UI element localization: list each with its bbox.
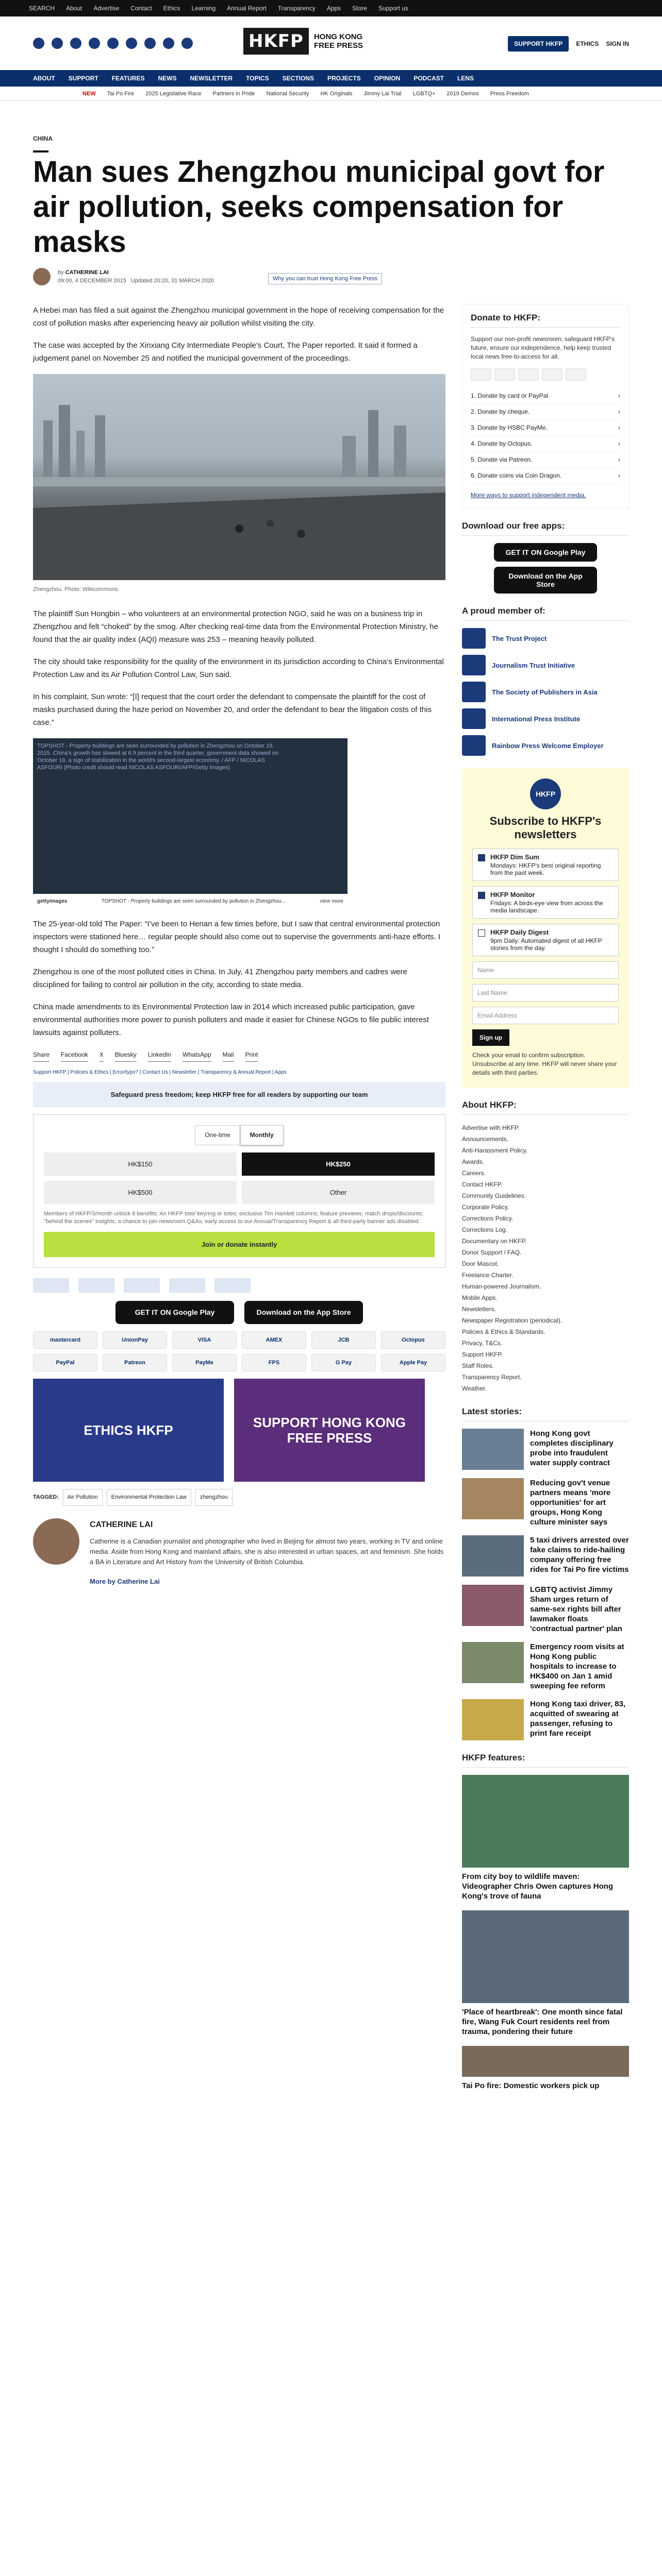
payment-octopus: Octopus	[381, 1331, 445, 1349]
paragraph: In his complaint, Sun wrote: “[I] request that the court order the defendant to compensate the plaintiff for the cost of masks purchased during the haze period on November 20, and order the defendant to bear the litigation costs of this case.”	[33, 692, 432, 727]
about-link[interactable]: Contact HKFP.	[462, 1181, 503, 1188]
share-mail[interactable]: Mail	[223, 1048, 234, 1062]
article-photo	[33, 374, 445, 580]
about-link[interactable]: Awards.	[462, 1158, 485, 1165]
youtube-icon[interactable]	[107, 38, 119, 49]
latest-story[interactable]: Reducing gov't venue partners means 'more opportunities' for art groups, Hong Kong culture minister says	[462, 1478, 629, 1527]
donate-title: Donate to HKFP:	[471, 313, 620, 328]
trending-new-label: NEW	[82, 90, 96, 97]
store-buttons	[33, 1301, 445, 1324]
embed-brand: gettyimages	[37, 898, 68, 904]
payment-patreon: Patreon	[103, 1354, 167, 1371]
about-link[interactable]: Newspaper Registration (periodical).	[462, 1317, 562, 1324]
about-link[interactable]: Community Guidelines.	[462, 1192, 526, 1199]
donate-option[interactable]: 2. Donate by cheque. ›	[471, 404, 620, 420]
utility-support[interactable]: Support us	[378, 5, 408, 12]
trending-item[interactable]: LGBTQ+	[412, 90, 436, 97]
feature-image	[462, 2046, 629, 2077]
promo-banners	[33, 1379, 445, 1482]
about-link[interactable]: Careers.	[462, 1170, 486, 1177]
about-link[interactable]: Advertise with HKFP.	[462, 1124, 520, 1131]
share-facebook[interactable]: Facebook	[61, 1048, 88, 1062]
category-label[interactable]: CHINA	[33, 135, 53, 142]
ethics-promo[interactable]: ETHICS HKFP	[33, 1379, 224, 1482]
telegram-icon[interactable]	[144, 38, 156, 49]
embed-footer	[33, 894, 347, 908]
card-icon	[494, 368, 515, 381]
logo-text: HONG KONG FREE PRESS	[313, 32, 363, 50]
threads-icon[interactable]	[89, 38, 100, 49]
payment-gpay: G Pay	[311, 1354, 376, 1371]
newsletter-option[interactable]: HKFP Daily Digest 9pm Daily: Automated digest of all HKFP stories from the day.	[472, 924, 619, 956]
nav-podcast[interactable]: PODCAST	[413, 75, 444, 82]
sign-in-link[interactable]: SIGN IN	[606, 40, 629, 47]
sign-up-button[interactable]: Sign up	[472, 1029, 509, 1046]
story-thumbnail	[462, 1478, 524, 1519]
checkbox-icon[interactable]	[478, 892, 485, 899]
last-name-field[interactable]: Last Name	[472, 984, 619, 1002]
support-hkfp-button[interactable]: SUPPORT HKFP	[508, 36, 569, 52]
story-thumbnail	[462, 1642, 524, 1683]
share-bluesky[interactable]: Bluesky	[115, 1048, 137, 1062]
paragraph: The city should take responsibility for the quality of the environment in its jurisdiction according to China’s Environmental Protection Law and its Air Pollution Control Law, Sun said.	[33, 657, 444, 679]
updated-date: Updated 20:20, 31 MARCH 2020	[130, 278, 214, 284]
google-play-button[interactable]: GET IT ON Google Play	[494, 543, 597, 562]
sopa-icon	[462, 682, 486, 702]
feature-story[interactable]: From city boy to wildlife maven: Videographer Chris Owen captures Hong Kong's trove of fauna	[462, 1775, 629, 1901]
byline-meta: by CATHERINE LAI 09:00, 4 DECEMBER 2015 Updated 20:20, 31 MARCH 2020	[58, 269, 214, 284]
sopa-logo	[124, 1278, 160, 1293]
donate-note: Members of HKFP/3/month unlock 8 benefits: An HKFP tote/ keyring or totes; exclusive Tim Hamlett columns; feature previews; match drops/discounts; "behind the scenes" insights; a chance to join newsroom Q&As; early access to our Annual/Transparency Report & all third-party banner ads disabled.	[44, 1211, 423, 1225]
tagged-label: TAGGED:	[33, 1494, 59, 1500]
about-title: About HKFP:	[462, 1100, 629, 1115]
photo-caption: Zhengzhou. Photo: Wikicommons.	[33, 586, 120, 592]
latest-story[interactable]: Hong Kong taxi driver, 83, acquitted of swearing at passenger, refusing to print fare receipt	[462, 1699, 629, 1740]
tag-link[interactable]: Air Pollution	[63, 1489, 103, 1506]
paragraph: A Hebei man has filed a suit against the Zhengzhou municipal government in the hope of receiving compensation for the cost of pollution masks after experiencing heavy air pollution whilst visiting the city.	[33, 306, 444, 328]
share-x[interactable]: X	[100, 1048, 104, 1062]
donate-option[interactable]: 3. Donate by HSBC PayMe. ›	[471, 420, 620, 436]
payment-unionpay: UnionPay	[103, 1331, 167, 1349]
donate-option[interactable]: 1. Donate by card or PayPal. ›	[471, 388, 620, 404]
latest-title: Latest stories:	[462, 1406, 629, 1421]
embed-label: TOPSHOT - Property buildings are seen surrounded by pollution in Zhengzhou on October 19, 2015. China's growth has slowed at 6.9 percent in the third quarter, government data showed on October 19, a sign of stabilization in the world's second-largest economy. / AFP / NICOLAS ASFOURI (Photo credit should read NICOLAS ASFOURI/AFP/Getty Images)	[37, 743, 279, 771]
amount-option[interactable]: Other	[242, 1181, 435, 1204]
payment-methods	[33, 1331, 445, 1371]
tagged-row	[33, 1489, 445, 1506]
newsletter-option[interactable]: HKFP Monitor Fridays: A birds-eye view from across the media landscape.	[472, 886, 619, 919]
story-thumbnail	[462, 1699, 524, 1740]
photo-illustration	[33, 374, 445, 580]
donate-widget	[33, 1114, 445, 1268]
nav-about[interactable]: ABOUT	[33, 75, 55, 82]
utility-about[interactable]: About	[66, 5, 82, 12]
payment-applepay: Apple Pay	[381, 1354, 445, 1371]
utility-advertise[interactable]: Advertise	[93, 5, 120, 12]
member-title: A proud member of:	[462, 606, 629, 621]
nav-support[interactable]: SUPPORT	[68, 75, 98, 82]
nav-newsletter[interactable]: NEWSLETTER	[190, 75, 233, 82]
trending-item[interactable]: Press Freedom	[490, 90, 529, 97]
payment-jcb: JCB	[311, 1331, 376, 1349]
donate-option[interactable]: 6. Donate coins via Coin Dragon. ›	[471, 468, 620, 484]
x-icon[interactable]	[52, 38, 63, 49]
donate-option[interactable]: 4. Donate by Octopus. ›	[471, 436, 620, 452]
donate-panel	[462, 304, 629, 509]
join-button[interactable]: Join or donate instantly	[44, 1232, 435, 1257]
nav-opinion[interactable]: OPINION	[374, 75, 401, 82]
instagram-icon[interactable]	[70, 38, 81, 49]
embed-caption: TOPSHOT - Property buildings are seen surrounded by pollution in Zhengzhou...	[101, 898, 286, 904]
monthly-tab[interactable]: Monthly	[240, 1125, 284, 1145]
member-item[interactable]: The Trust Project	[462, 628, 629, 649]
utility-store[interactable]: Store	[352, 5, 367, 12]
payment-visa: VISA	[172, 1331, 237, 1349]
email-field[interactable]: Email Address	[472, 1007, 619, 1024]
card-icon	[566, 368, 586, 381]
payment-amex: AMEX	[242, 1331, 306, 1349]
trending-item[interactable]: Partners in Pride	[212, 90, 255, 97]
trending-item[interactable]: Tai Po Fire	[107, 90, 135, 97]
about-link[interactable]: Announcements.	[462, 1136, 509, 1143]
author-link[interactable]: CATHERINE LAI	[65, 269, 109, 276]
checkbox-icon[interactable]	[478, 854, 485, 861]
ipi-logo	[169, 1278, 205, 1293]
jti-logo	[78, 1278, 114, 1293]
newsletter-badge: HKFP	[530, 778, 561, 809]
donate-pay-icons	[471, 368, 620, 381]
donate-text: Support our non-profit newsroom; safeguard HKFP's future, ensure our independence, help keep trusted local news free-to-access for all.	[471, 335, 615, 360]
feature-image	[462, 1775, 629, 1868]
tag-link[interactable]: Environmental Protection Law	[107, 1489, 191, 1506]
paragraph: The case was accepted by the Xinxiang City Intermediate People’s Court, The Paper reported. It said it formed a judgement panel on November 25 and notified the municipal government of the proceedings.	[33, 341, 418, 363]
newsletter-option[interactable]: HKFP Dim Sum Mondays: HKFP's best original reporting from the past week.	[472, 849, 619, 881]
publish-date: 09:00, 4 DECEMBER 2015	[58, 278, 126, 284]
support-promo[interactable]: SUPPORT HONG KONG FREE PRESS	[234, 1379, 425, 1482]
main-nav	[0, 70, 662, 87]
author-box	[33, 1518, 445, 1596]
byline	[33, 268, 214, 285]
latest-story[interactable]: Emergency room visits at Hong Kong public hospitals to increase to HK$400 on Jan 1 amid sweeping fee reform	[462, 1642, 629, 1691]
utility-learning[interactable]: Learning	[191, 5, 216, 12]
about-link[interactable]: Policies & Ethics & Standards.	[462, 1328, 545, 1335]
safeguard-banner: Safeguard press freedom; keep HKFP free for all readers by supporting our team	[33, 1082, 445, 1107]
category-rule	[33, 150, 48, 152]
logo-mark: HKFP	[243, 28, 309, 55]
about-link[interactable]: Mobile Apps.	[462, 1294, 498, 1301]
ethics-link[interactable]: ETHICS	[576, 40, 599, 47]
about-link[interactable]: Corrections Log.	[462, 1226, 508, 1233]
story-thumbnail	[462, 1585, 524, 1626]
site-header	[0, 16, 662, 70]
article-title: Man sues Zhengzhou municipal govt for air pollution, seeks compensation for masks	[33, 155, 605, 259]
sidebar-store-buttons	[462, 543, 629, 594]
amount-option[interactable]: HK$500	[44, 1181, 237, 1204]
more-ways-link[interactable]: More ways to support independent media.	[471, 492, 586, 499]
trending-item[interactable]: HK Originals	[320, 90, 353, 97]
latest-story[interactable]: 5 taxi drivers arrested over fake claims to ride-hailing company offering free rides for Tai Po fire victims	[462, 1535, 629, 1577]
apps-title: Download our free apps:	[462, 521, 629, 536]
partner-logos	[33, 1278, 445, 1293]
utility-annual-report[interactable]: Annual Report	[227, 5, 267, 12]
paragraph: Zhengzhou is one of the most polluted cities in China. In July, 41 Zhengzhou party members and cadres were disciplined for failing to control air pollution in the city, according to state media.	[33, 968, 407, 989]
about-link[interactable]: Transparency Report.	[462, 1374, 522, 1381]
paragraph: The 25-year-old told The Paper: “I’ve been to Henan a few times before, but I saw that central environmental protection inspectors were stationed here… regular people should also come out to supervise the governments anti-haze efforts. I thought I should do something too.”	[33, 920, 441, 954]
paragraph: China made amendments to its Environmental Protection law in 2014 which increased public participation, gave environmental authorities more power to punish polluters and made it easier for Chinese NGOs to file public interest lawsuits against polluters.	[33, 1003, 429, 1037]
share-bar	[33, 1048, 445, 1062]
name-field[interactable]: Name	[472, 961, 619, 979]
about-link[interactable]: Privacy, T&Cs.	[462, 1340, 503, 1347]
author-photo	[33, 1518, 79, 1565]
tag-link[interactable]: zhengzhou	[195, 1489, 233, 1506]
card-icon	[471, 368, 491, 381]
nav-projects[interactable]: PROJECTS	[327, 75, 361, 82]
search-link[interactable]: SEARCH	[29, 5, 55, 12]
card-icon	[518, 368, 539, 381]
payment-mastercard: mastercard	[33, 1331, 97, 1349]
payment-fps: FPS	[242, 1354, 306, 1371]
about-link[interactable]: Human-powered Journalism.	[462, 1283, 541, 1290]
amount-option-selected[interactable]: HK$250	[242, 1153, 435, 1176]
card-icon	[542, 368, 562, 381]
payment-payme: PayMe	[172, 1354, 237, 1371]
member-item[interactable]: International Press Institute	[462, 708, 629, 729]
trust-link[interactable]: Why you can trust Hong Kong Free Press	[268, 273, 382, 284]
share-whatsapp[interactable]: WhatsApp	[183, 1048, 211, 1062]
about-link[interactable]: Anti-Harassment Policy.	[462, 1147, 528, 1154]
bluesky-icon[interactable]	[163, 38, 174, 49]
feature-image	[462, 1910, 629, 2003]
feature-story[interactable]: 'Place of heartbreak': One month since fatal fire, Wang Fuk Court residents reel from trauma, pondering their future	[462, 1910, 629, 2037]
nav-topics[interactable]: TOPICS	[246, 75, 269, 82]
about-link[interactable]: Donor Support / FAQ.	[462, 1249, 522, 1256]
social-links	[33, 38, 193, 49]
app-store-button[interactable]: Download on the App Store	[244, 1301, 363, 1324]
about-list	[462, 1122, 629, 1394]
share-button[interactable]: Share	[33, 1048, 49, 1062]
author-name[interactable]: CATHERINE LAI	[90, 1520, 153, 1529]
trending-bar	[0, 87, 662, 101]
payment-paypal: PayPal	[33, 1354, 97, 1371]
newsletter-panel	[462, 768, 629, 1088]
utility-ethics[interactable]: Ethics	[163, 5, 180, 12]
sidebar	[462, 304, 629, 2100]
rainbow-icon	[462, 735, 486, 756]
facebook-icon[interactable]	[33, 38, 44, 49]
about-link[interactable]: Corrections Policy.	[462, 1215, 514, 1222]
checkbox-icon[interactable]	[478, 929, 485, 937]
about-link[interactable]: Newsletters.	[462, 1306, 496, 1313]
latest-story[interactable]: Hong Kong govt completes disciplinary probe into fraudulent water supply contract	[462, 1429, 629, 1470]
rainbow-logo	[214, 1278, 251, 1293]
story-thumbnail	[462, 1535, 524, 1577]
feature-story[interactable]: Tai Po fire: Domestic workers pick up	[462, 2046, 629, 2091]
google-play-button[interactable]: GET IT ON Google Play	[115, 1301, 234, 1324]
utility-bar	[0, 0, 662, 16]
trending-item[interactable]: 2019 Demos	[446, 90, 479, 97]
amount-option[interactable]: HK$150	[44, 1153, 237, 1176]
avatar	[33, 268, 51, 285]
newsletter-title: Subscribe to HKFP's newsletters	[489, 815, 602, 841]
header-actions	[508, 36, 629, 52]
about-link[interactable]: Support HKFP.	[462, 1351, 503, 1358]
more-by-author-link[interactable]: More by Catherine Lai	[90, 1578, 160, 1585]
utility-apps[interactable]: Apps	[326, 5, 341, 12]
nav-lens[interactable]: LENS	[457, 75, 474, 82]
features-title: HKFP features:	[462, 1753, 629, 1768]
rss-icon[interactable]	[181, 38, 193, 49]
story-thumbnail	[462, 1429, 524, 1470]
trending-item[interactable]: Jimmy Lai Trial	[363, 90, 402, 97]
paragraph: The plaintiff Sun Hongbin – who volunteers at an environmental protection NGO, said he was on a business trip in Zhengzhou and felt “choked” by the smog. After checking real-time data from the Environmental Protection Ministry, he found that the air quality index (AQI) measure was 253 – meaning heavily polluted.	[33, 609, 438, 644]
member-item[interactable]: Rainbow Press Welcome Employer	[462, 735, 629, 756]
article-body	[33, 304, 445, 1596]
utility-contact[interactable]: Contact	[130, 5, 152, 12]
share-print[interactable]: Print	[245, 1048, 258, 1062]
about-link[interactable]: Staff Roles.	[462, 1362, 494, 1369]
about-link[interactable]: Corporate Policy.	[462, 1204, 509, 1211]
author-bio: Catherine is a Canadian journalist and photographer who lived in Beijing for almost two years, working in TV and online media. Aside from Hong Kong and mainland affairs, she is also interested in urban spaces, art and feminism. She holds a BA in Literature and Art History from the University of British Columbia.	[90, 1537, 444, 1566]
trust-project-logo	[33, 1278, 69, 1293]
amount-options	[44, 1153, 435, 1204]
site-logo[interactable]	[243, 28, 363, 55]
jti-icon	[462, 655, 486, 675]
trust-project-icon	[462, 628, 486, 649]
donate-option[interactable]: 5. Donate via Patreon. ›	[471, 452, 620, 468]
ipi-icon	[462, 708, 486, 729]
embed-more-link[interactable]: view more	[320, 898, 343, 904]
trending-item[interactable]: National Security	[266, 90, 309, 97]
member-item[interactable]: The Society of Publishers in Asia	[462, 682, 629, 702]
about-link[interactable]: Documentary on HKFP.	[462, 1238, 527, 1245]
linkedin-icon[interactable]	[126, 38, 137, 49]
nav-news[interactable]: NEWS	[158, 75, 177, 82]
nav-sections[interactable]: SECTIONS	[282, 75, 314, 82]
app-store-button[interactable]: Download on the App Store	[494, 567, 597, 594]
member-item[interactable]: Journalism Trust Initiative	[462, 655, 629, 675]
newsletter-note: Check your email to confirm subscription. Unsubscribe at any time. HKFP will never share your details with third parties.	[472, 1052, 617, 1076]
one-time-tab[interactable]: One-time	[195, 1125, 240, 1145]
utility-transparency[interactable]: Transparency	[277, 5, 316, 12]
share-linkedin[interactable]: LinkedIn	[148, 1048, 171, 1062]
nav-features[interactable]: FEATURES	[111, 75, 145, 82]
trending-item[interactable]: 2025 Legislative Race	[145, 90, 202, 97]
frequency-toggle	[44, 1125, 435, 1145]
support-links[interactable]: Support HKFP | Policies & Ethics | Error/typo? | Contact Us | Newsletter | Transparency & Annual Report | Apps	[33, 1070, 287, 1075]
about-link[interactable]: Door Mascot.	[462, 1260, 499, 1267]
about-link[interactable]: Freelance Charter.	[462, 1272, 514, 1279]
getty-embed[interactable]	[33, 738, 347, 908]
about-link[interactable]: Weather.	[462, 1385, 487, 1392]
latest-story[interactable]: LGBTQ activist Jimmy Sham urges return of same-sex rights bill after lawmaker floats 'contractual partner' plan	[462, 1585, 629, 1634]
